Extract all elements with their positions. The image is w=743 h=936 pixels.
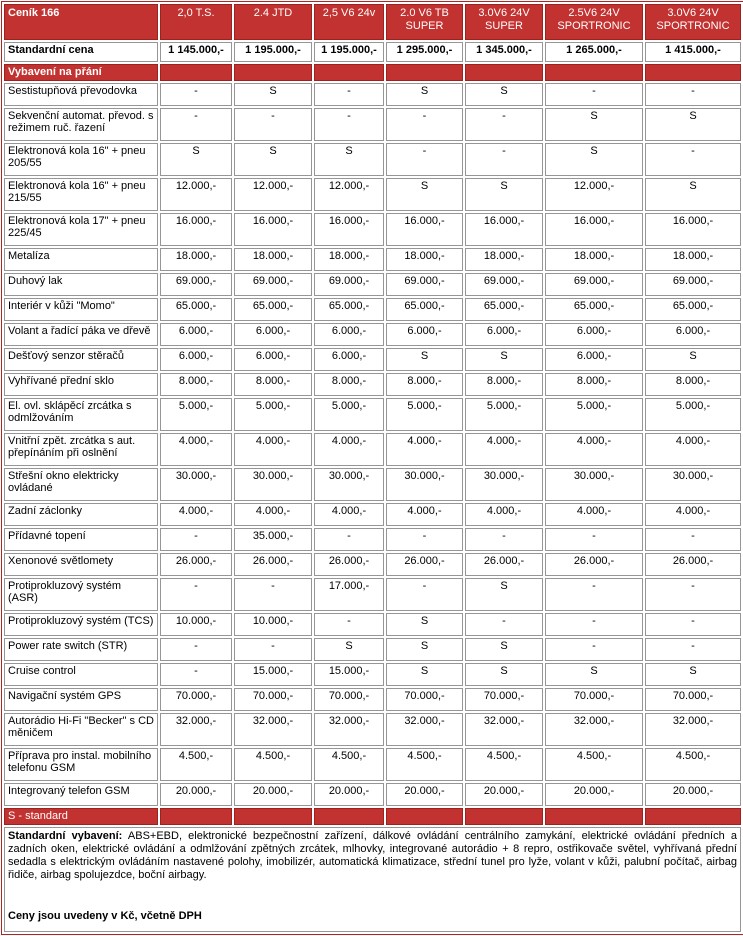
option-value: 18.000,- [234, 248, 312, 271]
option-value: 18.000,- [545, 248, 643, 271]
option-value: S [545, 143, 643, 176]
option-value: 20.000,- [645, 783, 741, 806]
option-value: S [465, 178, 543, 211]
option-label: Elektronová kola 16" + pneu 205/55 [4, 143, 158, 176]
section-filler-cell [545, 808, 643, 825]
option-value: - [160, 638, 232, 661]
option-value: 65.000,- [645, 298, 741, 321]
option-label: Střešní okno elektricky ovládané [4, 468, 158, 501]
option-value: 16.000,- [234, 213, 312, 246]
option-row [4, 638, 741, 661]
option-value: - [545, 578, 643, 611]
option-value: 65.000,- [465, 298, 543, 321]
option-value: 69.000,- [234, 273, 312, 296]
option-value: 4.000,- [160, 503, 232, 526]
option-value: 26.000,- [314, 553, 384, 576]
option-value: 6.000,- [645, 323, 741, 346]
option-row [4, 503, 741, 526]
footer-row [4, 827, 741, 932]
section-filler-cell [386, 808, 463, 825]
option-value: 10.000,- [234, 613, 312, 636]
equipment-heading: Standardní vybavení: [8, 830, 123, 842]
option-value: 32.000,- [465, 713, 543, 746]
section-filler-cell [545, 64, 643, 81]
option-value: 70.000,- [234, 688, 312, 711]
standard-price-value: 1 345.000,- [465, 42, 543, 62]
option-value: S [465, 663, 543, 686]
option-value: S [234, 143, 312, 176]
section-filler-cell [234, 808, 312, 825]
option-label: Protiprokluzový systém (ASR) [4, 578, 158, 611]
option-row [4, 373, 741, 396]
option-value: 4.500,- [465, 748, 543, 781]
option-value: 30.000,- [645, 468, 741, 501]
standard-equipment-text [8, 830, 737, 882]
option-value: 70.000,- [645, 688, 741, 711]
header-row [4, 4, 741, 40]
option-value: 4.000,- [545, 433, 643, 466]
option-value: - [645, 528, 741, 551]
option-value: 69.000,- [386, 273, 463, 296]
option-value: 69.000,- [545, 273, 643, 296]
option-value: 16.000,- [645, 213, 741, 246]
option-label: El. ovl. sklápěcí zrcátka s odmlžováním [4, 398, 158, 431]
column-header-5: 3.0V6 24V SUPER [465, 4, 543, 40]
option-row [4, 273, 741, 296]
option-value: - [465, 528, 543, 551]
option-value: 4.000,- [645, 503, 741, 526]
options-body [4, 83, 741, 806]
column-header-1: 2,0 T.S. [160, 4, 232, 40]
option-value: - [645, 638, 741, 661]
price-note: Ceny jsou uvedeny v Kč, včetně DPH [8, 910, 202, 922]
option-value: - [645, 83, 741, 106]
option-value: 20.000,- [545, 783, 643, 806]
section-filler-cell [234, 64, 312, 81]
option-value: 4.000,- [314, 503, 384, 526]
option-row [4, 398, 741, 431]
option-value: 12.000,- [545, 178, 643, 211]
option-value: 69.000,- [465, 273, 543, 296]
option-value: S [465, 578, 543, 611]
option-row [4, 528, 741, 551]
option-value: 4.000,- [234, 503, 312, 526]
option-value: 65.000,- [234, 298, 312, 321]
standard-price-value: 1 265.000,- [545, 42, 643, 62]
option-row [4, 553, 741, 576]
options-section-label: Vybavení na přání [4, 64, 158, 81]
option-label: Zadní záclonky [4, 503, 158, 526]
option-value: - [314, 108, 384, 141]
option-value: 4.000,- [645, 433, 741, 466]
option-value: 4.000,- [160, 433, 232, 466]
option-value: - [545, 638, 643, 661]
option-value: S [645, 348, 741, 371]
option-value: - [645, 143, 741, 176]
option-value: S [465, 638, 543, 661]
option-value: - [160, 578, 232, 611]
option-value: S [160, 143, 232, 176]
option-value: S [545, 663, 643, 686]
option-value: S [465, 83, 543, 106]
option-row [4, 663, 741, 686]
standard-price-value: 1 195.000,- [314, 42, 384, 62]
option-label: Vnitřní zpět. zrcátka s aut. přepínáním při oslnění [4, 433, 158, 466]
standard-price-value: 1 295.000,- [386, 42, 463, 62]
table-title: Ceník 166 [4, 4, 158, 40]
option-value: 6.000,- [234, 348, 312, 371]
option-value: - [545, 83, 643, 106]
option-value: 8.000,- [645, 373, 741, 396]
option-value: 32.000,- [160, 713, 232, 746]
option-value: 6.000,- [160, 323, 232, 346]
option-row [4, 348, 741, 371]
option-value: S [314, 638, 384, 661]
standard-price-row [4, 42, 741, 62]
option-value: 15.000,- [314, 663, 384, 686]
option-value: 12.000,- [234, 178, 312, 211]
option-value: 4.000,- [465, 503, 543, 526]
option-row [4, 578, 741, 611]
option-value: 65.000,- [545, 298, 643, 321]
option-value: 69.000,- [645, 273, 741, 296]
option-value: - [234, 578, 312, 611]
option-value: 8.000,- [386, 373, 463, 396]
option-value: S [465, 348, 543, 371]
option-value: 4.500,- [645, 748, 741, 781]
option-value: 18.000,- [645, 248, 741, 271]
option-value: - [465, 108, 543, 141]
option-row [4, 783, 741, 806]
option-value: 6.000,- [160, 348, 232, 371]
option-value: 6.000,- [314, 323, 384, 346]
option-value: 18.000,- [314, 248, 384, 271]
option-value: - [314, 613, 384, 636]
option-value: 35.000,- [234, 528, 312, 551]
option-value: 20.000,- [465, 783, 543, 806]
option-value: 4.000,- [386, 433, 463, 466]
option-value: 30.000,- [465, 468, 543, 501]
option-value: 8.000,- [160, 373, 232, 396]
section-filler-cell [645, 808, 741, 825]
option-value: - [314, 83, 384, 106]
option-value: 69.000,- [314, 273, 384, 296]
option-value: S [386, 638, 463, 661]
section-filler-cell [160, 64, 232, 81]
standard-price-label: Standardní cena [4, 42, 158, 62]
section-filler-cell [314, 808, 384, 825]
option-row [4, 298, 741, 321]
option-label: Autorádio Hi-Fi "Becker" s CD měničem [4, 713, 158, 746]
option-value: 4.000,- [386, 503, 463, 526]
price-table [1, 1, 743, 935]
option-value: 5.000,- [314, 398, 384, 431]
option-value: 69.000,- [160, 273, 232, 296]
option-label: Volant a řadící páka ve dřevě [4, 323, 158, 346]
option-value: 32.000,- [314, 713, 384, 746]
column-header-2: 2.4 JTD [234, 4, 312, 40]
option-value: 16.000,- [386, 213, 463, 246]
option-value: 8.000,- [465, 373, 543, 396]
option-value: 16.000,- [545, 213, 643, 246]
legend-label: S - standard [4, 808, 158, 825]
option-value: - [545, 528, 643, 551]
option-value: 32.000,- [645, 713, 741, 746]
option-value: 70.000,- [465, 688, 543, 711]
standard-price-value: 1 195.000,- [234, 42, 312, 62]
option-value: S [386, 83, 463, 106]
section-filler-cell [160, 808, 232, 825]
option-value: 32.000,- [545, 713, 643, 746]
option-value: 16.000,- [314, 213, 384, 246]
column-header-4: 2.0 V6 TB SUPER [386, 4, 463, 40]
option-value: 26.000,- [386, 553, 463, 576]
options-section-row [4, 64, 741, 81]
option-label: Příprava pro instal. mobilního telefonu GSM [4, 748, 158, 781]
option-value: 4.500,- [234, 748, 312, 781]
option-value: S [645, 108, 741, 141]
option-value: S [386, 178, 463, 211]
option-value: 70.000,- [160, 688, 232, 711]
option-value: - [386, 108, 463, 141]
option-row [4, 83, 741, 106]
column-header-7: 3.0V6 24V SPORTRONIC [645, 4, 741, 40]
option-value: - [386, 143, 463, 176]
option-value: 65.000,- [160, 298, 232, 321]
option-value: 30.000,- [545, 468, 643, 501]
equipment-list: ABS+EBD, elektronické bezpečnostní zařízení, dálkové ovládání centrálního zamykání, elektrické ovládání předních a zadních oken, elektrické ovládání a odmlžování zpětných zrcátek, mlhovky, integrované autorádio + 8 repro, ostřikovače světel, vyhřívaná přední sedadla s elektrickým ovládáním nastavené polohy, imobilizér, automatická klimatizace, střední tunel pro lyže, volant v kůži, palubní počítač, airbag řidiče, airbag spolujezdce, boční airbagy. [8, 830, 737, 881]
option-label: Xenonové světlomety [4, 553, 158, 576]
option-value: 4.000,- [465, 433, 543, 466]
option-value: 26.000,- [465, 553, 543, 576]
option-row [4, 143, 741, 176]
option-label: Přídavné topení [4, 528, 158, 551]
option-value: 12.000,- [160, 178, 232, 211]
option-value: 6.000,- [545, 323, 643, 346]
section-filler-cell [465, 808, 543, 825]
standard-price-value: 1 415.000,- [645, 42, 741, 62]
standard-price-value: 1 145.000,- [160, 42, 232, 62]
option-label: Cruise control [4, 663, 158, 686]
option-value: 65.000,- [386, 298, 463, 321]
option-value: 30.000,- [314, 468, 384, 501]
section-filler-cell [645, 64, 741, 81]
option-value: 16.000,- [465, 213, 543, 246]
option-value: 20.000,- [314, 783, 384, 806]
option-value: 8.000,- [314, 373, 384, 396]
option-value: 65.000,- [314, 298, 384, 321]
option-value: 70.000,- [314, 688, 384, 711]
option-value: 20.000,- [386, 783, 463, 806]
option-value: 4.000,- [234, 433, 312, 466]
option-value: 32.000,- [234, 713, 312, 746]
option-value: 30.000,- [160, 468, 232, 501]
option-value: 15.000,- [234, 663, 312, 686]
option-value: S [314, 143, 384, 176]
option-row [4, 433, 741, 466]
option-value: 6.000,- [465, 323, 543, 346]
option-value: 70.000,- [545, 688, 643, 711]
option-value: 5.000,- [465, 398, 543, 431]
option-label: Power rate switch (STR) [4, 638, 158, 661]
option-label: Interiér v kůži "Momo" [4, 298, 158, 321]
option-label: Sestistupňová převodovka [4, 83, 158, 106]
option-row [4, 178, 741, 211]
option-value: 4.000,- [545, 503, 643, 526]
option-value: S [645, 663, 741, 686]
option-label: Protiprokluzový systém (TCS) [4, 613, 158, 636]
option-value: 10.000,- [160, 613, 232, 636]
option-value: - [160, 528, 232, 551]
option-value: 4.500,- [545, 748, 643, 781]
option-value: 5.000,- [645, 398, 741, 431]
option-value: S [386, 663, 463, 686]
option-row [4, 613, 741, 636]
option-value: S [545, 108, 643, 141]
option-label: Navigační systém GPS [4, 688, 158, 711]
option-value: - [386, 578, 463, 611]
legend-row [4, 808, 741, 825]
option-value: 6.000,- [386, 323, 463, 346]
option-value: S [645, 178, 741, 211]
option-value: 4.000,- [314, 433, 384, 466]
option-value: 26.000,- [234, 553, 312, 576]
option-value: 8.000,- [234, 373, 312, 396]
option-value: - [465, 613, 543, 636]
section-filler-cell [465, 64, 543, 81]
option-value: 5.000,- [160, 398, 232, 431]
option-value: 26.000,- [160, 553, 232, 576]
option-value: S [234, 83, 312, 106]
option-value: 5.000,- [545, 398, 643, 431]
option-value: S [386, 613, 463, 636]
section-filler-cell [314, 64, 384, 81]
option-value: - [234, 108, 312, 141]
option-value: - [160, 108, 232, 141]
option-value: S [386, 348, 463, 371]
option-value: 70.000,- [386, 688, 463, 711]
option-value: 18.000,- [160, 248, 232, 271]
option-value: 4.500,- [314, 748, 384, 781]
option-value: 6.000,- [314, 348, 384, 371]
option-value: 30.000,- [234, 468, 312, 501]
option-label: Elektronová kola 17" + pneu 225/45 [4, 213, 158, 246]
option-value: 18.000,- [386, 248, 463, 271]
option-label: Elektronová kola 16" + pneu 215/55 [4, 178, 158, 211]
column-header-3: 2,5 V6 24v [314, 4, 384, 40]
option-value: - [160, 663, 232, 686]
option-row [4, 108, 741, 141]
option-row [4, 323, 741, 346]
option-row [4, 248, 741, 271]
option-value: 8.000,- [545, 373, 643, 396]
footer-cell [4, 827, 741, 932]
section-filler-cell [386, 64, 463, 81]
option-value: - [234, 638, 312, 661]
option-value: 12.000,- [314, 178, 384, 211]
option-value: - [314, 528, 384, 551]
option-value: 4.500,- [160, 748, 232, 781]
option-value: 5.000,- [234, 398, 312, 431]
option-value: 20.000,- [160, 783, 232, 806]
option-value: 16.000,- [160, 213, 232, 246]
option-label: Integrovaný telefon GSM [4, 783, 158, 806]
option-value: - [160, 83, 232, 106]
option-value: - [545, 613, 643, 636]
option-value: 6.000,- [545, 348, 643, 371]
option-value: 26.000,- [545, 553, 643, 576]
option-label: Metalíza [4, 248, 158, 271]
option-value: 32.000,- [386, 713, 463, 746]
option-value: 18.000,- [465, 248, 543, 271]
option-value: 30.000,- [386, 468, 463, 501]
option-value: 5.000,- [386, 398, 463, 431]
option-label: Dešťový senzor stěračů [4, 348, 158, 371]
option-row [4, 468, 741, 501]
option-label: Vyhřívané přední sklo [4, 373, 158, 396]
option-value: - [645, 578, 741, 611]
option-row [4, 213, 741, 246]
option-row [4, 688, 741, 711]
option-value: 17.000,- [314, 578, 384, 611]
column-header-6: 2.5V6 24V SPORTRONIC [545, 4, 643, 40]
option-row [4, 713, 741, 746]
option-label: Duhový lak [4, 273, 158, 296]
option-label: Sekvenční automat. převod. s režimem ruč. řazení [4, 108, 158, 141]
option-value: 4.500,- [386, 748, 463, 781]
option-value: - [465, 143, 543, 176]
option-value: 20.000,- [234, 783, 312, 806]
option-value: 6.000,- [234, 323, 312, 346]
option-value: - [386, 528, 463, 551]
option-row [4, 748, 741, 781]
option-value: - [645, 613, 741, 636]
option-value: 26.000,- [645, 553, 741, 576]
